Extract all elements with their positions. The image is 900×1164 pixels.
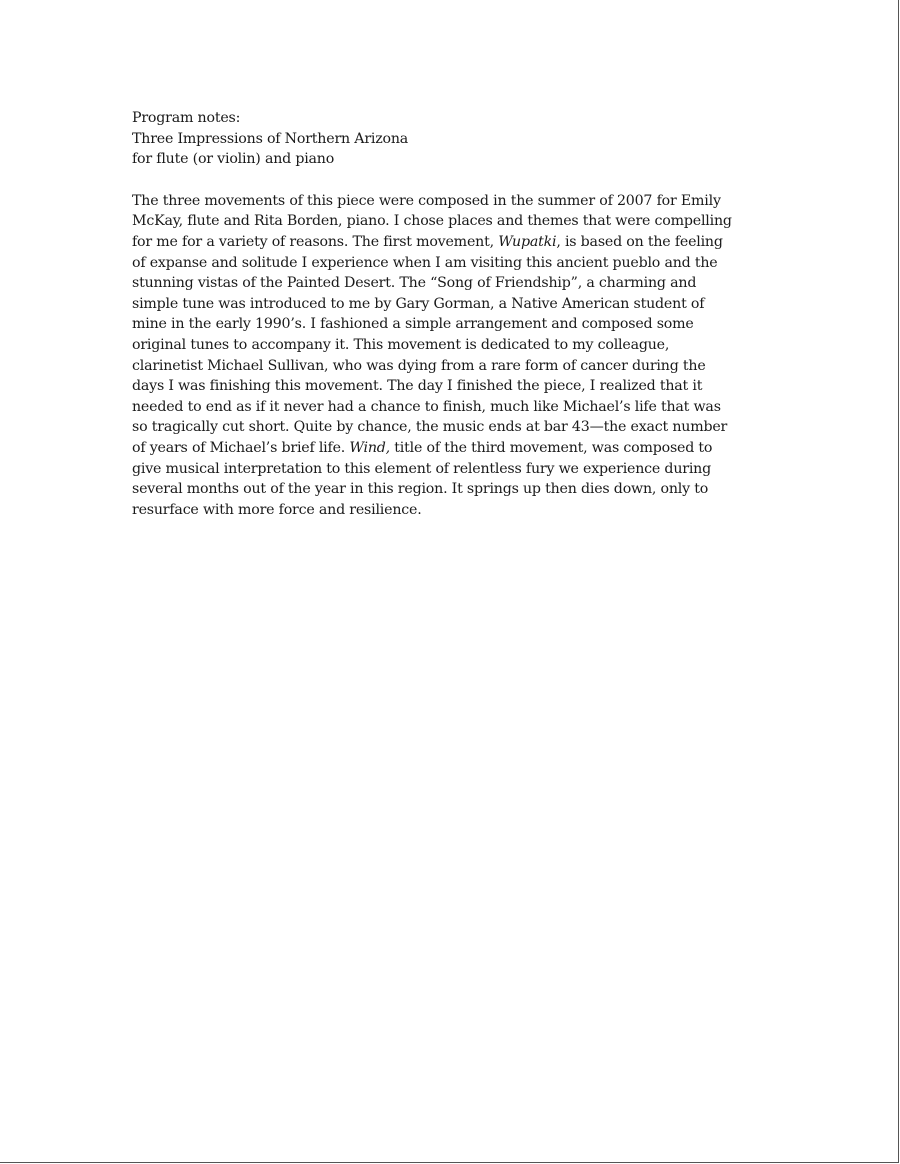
paragraph-line: resurface with more force and resilience. [132,501,422,518]
paragraph-line: stunning vistas of the Painted Desert. The “Song of Friendship”, a charming and [132,275,697,292]
paragraph-line: give musical interpretation to this element of relentless fury we experience during [132,460,711,477]
program-notes-paragraph [132,191,777,521]
piece-title: Three Impressions of Northern Arizona [132,130,409,147]
document-content [132,108,777,520]
paragraph-line: several months out of the year in this region. It springs up then dies down, only to [132,481,709,498]
text-run: of years of Michael’s brief life. [132,439,350,456]
text-run: title of the third movement, was composed to [390,439,713,456]
paragraph-line: days I was finishing this movement. The day I finished the piece, I realized that it [132,378,703,395]
text-run: for me for a variety of reasons. The first movement, [132,233,499,250]
paragraph-line: of expanse and solitude I experience when I am visiting this ancient pueblo and the [132,254,718,271]
instrumentation: for flute (or violin) and piano [132,151,335,168]
paragraph-line: needed to end as if it never had a chance to finish, much like Michael’s life that was [132,398,721,415]
paragraph-line: clarinetist Michael Sullivan, who was dying from a rare form of cancer during the [132,357,706,374]
paragraph-line [132,232,777,253]
paragraph-line [132,438,777,459]
heading-label: Program notes: [132,110,241,126]
paragraph-line: so tragically cut short. Quite by chance, the music ends at bar 43—the exact number [132,419,728,436]
text-run: , is based on the feeling [556,233,723,250]
movement-title-wupatki: Wupatki [498,233,557,250]
paragraph-line: The three movements of this piece were composed in the summer of 2007 for Emily [132,192,721,209]
paragraph-line: simple tune was introduced to me by Gary Gorman, a Native American student of [132,295,705,312]
paragraph-line: McKay, flute and Rita Borden, piano. I chose places and themes that were compelling [132,213,732,230]
paragraph-line: mine in the early 1990’s. I fashioned a simple arrangement and composed some [132,316,694,333]
paragraph-line: original tunes to accompany it. This movement is dedicated to my colleague, [132,336,670,353]
movement-title-wind: Wind, [349,439,390,456]
program-notes-heading [132,108,777,170]
